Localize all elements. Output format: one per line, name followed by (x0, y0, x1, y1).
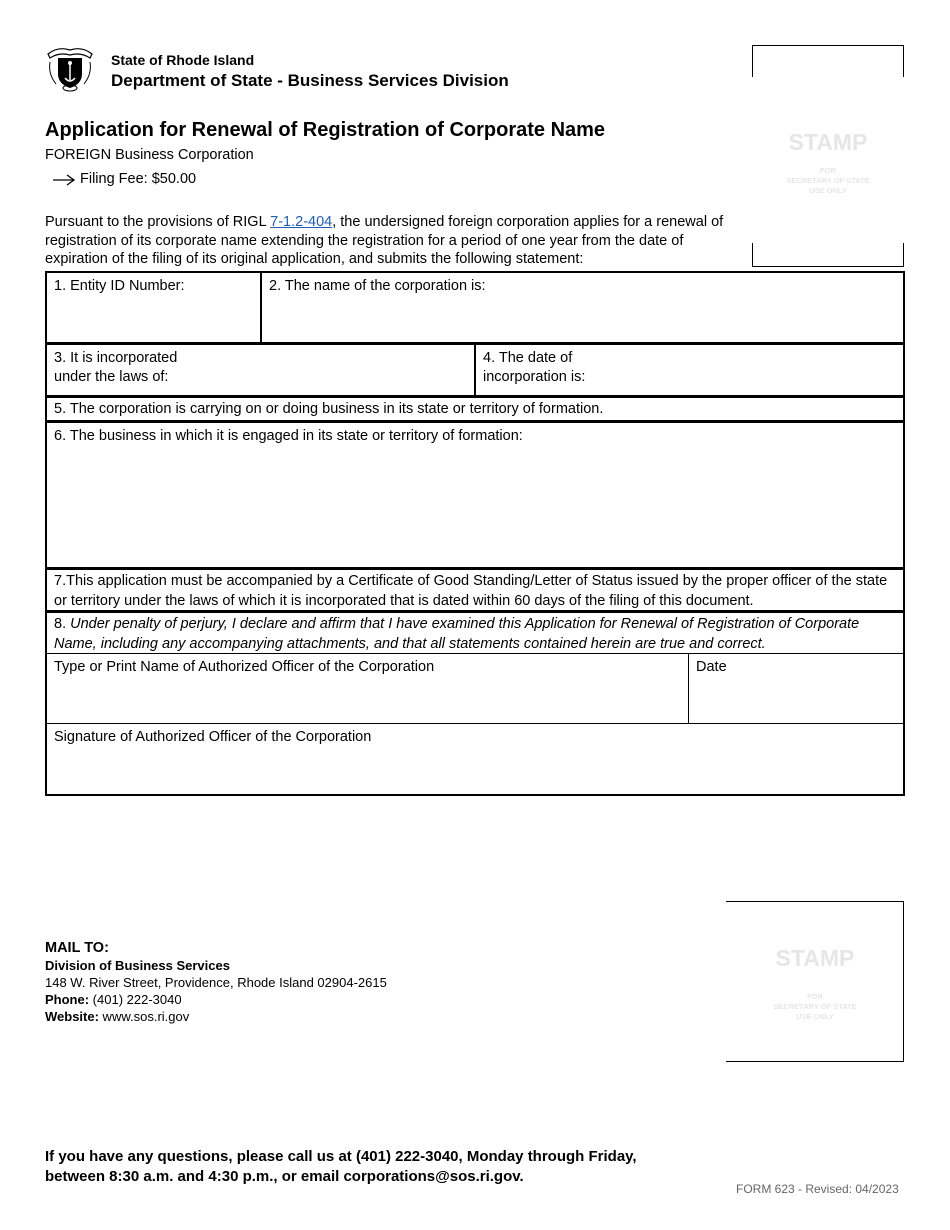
entity-id-label: 1. Entity ID Number: (54, 278, 185, 294)
form-number: FORM 623 - Revised: 04/2023 (736, 1182, 899, 1196)
carrying-on-text: 5. The corporation is carrying on or doing business in its state or territory of formation. (54, 401, 604, 417)
phone-value: (401) 222-3040 (89, 992, 182, 1007)
incorporation-date-field[interactable] (476, 345, 903, 395)
business-description-field[interactable] (47, 423, 903, 567)
date-label: Date (696, 659, 727, 675)
mail-heading: MAIL TO: (45, 940, 109, 956)
mail-website (45, 1008, 387, 1025)
carrying-on-statement (47, 398, 903, 420)
rigl-link[interactable]: 7-1.2-404 (270, 214, 333, 230)
signature-field[interactable] (47, 724, 903, 794)
stamp-note-2: SECRETARY OF STATE (786, 176, 870, 185)
perjury-number: 8. (54, 616, 71, 632)
form-subtitle: FOREIGN Business Corporation (45, 147, 254, 163)
certificate-text: 7.This application must be accompanied by a Certificate of Good Standing/Letter of Status issued by the proper officer of the state or territory under the laws of which it is incorporated that is dated within 60 days of the filing of this document. (54, 573, 888, 609)
application-form (45, 271, 905, 796)
stamp-note-1: FOR (820, 166, 836, 175)
officer-name-label: Type or Print Name of Authorized Officer of the Corporation (54, 659, 435, 675)
department-name: Department of State - Business Services Division (111, 71, 509, 90)
mail-division: Division of Business Services (45, 958, 230, 973)
business-description-label: 6. The business in which it is engaged in its state or territory of formation: (54, 428, 523, 444)
website-label: Website: (45, 1009, 99, 1024)
questions-line-2: between 8:30 a.m. and 4:30 p.m., or email corporations@sos.ri.gov. (45, 1167, 524, 1185)
perjury-text: Under penalty of perjury, I declare and affirm that I have examined this Application for Renewal of Registration of Corporate Name, including any accompanying attachments, and that all statements contained herein are true and correct. (54, 616, 860, 652)
intro-paragraph (45, 213, 745, 269)
state-seal-icon (44, 44, 96, 92)
arrow-right-icon (52, 172, 76, 186)
stamp-note-1: FOR (807, 992, 823, 1001)
questions-line-1: If you have any questions, please call us at (401) 222-3040, Monday through Friday, (45, 1148, 637, 1165)
signature-label: Signature of Authorized Officer of the Corporation (54, 729, 372, 745)
mail-to-section (45, 940, 387, 1025)
certificate-requirement (47, 570, 903, 610)
filing-fee-text: Filing Fee: $50.00 (80, 171, 197, 187)
corporation-name-label: 2. The name of the corporation is: (269, 278, 486, 294)
perjury-statement (47, 613, 903, 653)
stamp-label: STAMP (788, 129, 868, 155)
filing-fee (52, 171, 196, 187)
incorporated-label-1: 3. It is incorporated (54, 350, 178, 366)
stamp-label: STAMP (775, 945, 855, 971)
state-name: State of Rhode Island (111, 52, 255, 68)
form-title: Application for Renewal of Registration of Corporate Name (45, 119, 606, 141)
incorporated-label-2: under the laws of: (54, 368, 169, 385)
incorporation-date-label-2: incorporation is: (483, 368, 586, 385)
stamp-note-3: USE ONLY (809, 186, 847, 195)
stamp-note-2: SECRETARY OF STATE (773, 1002, 857, 1011)
questions-note (45, 1147, 637, 1186)
entity-id-field[interactable] (47, 273, 260, 342)
phone-label: Phone: (45, 992, 90, 1007)
intro-text-after: , the undersigned foreign corporation applies for a renewal of registration of its corporate name extending the registration for a period of one year from the date of expiration of the filing of its original application, and submits the following statement: (45, 214, 724, 267)
officer-name-field[interactable] (47, 654, 688, 723)
mail-phone (45, 991, 387, 1008)
mail-address: 148 W. River Street, Providence, Rhode Island 02904-2615 (45, 975, 387, 990)
stamp-note-3: USE ONLY (796, 1012, 834, 1021)
corporation-name-field[interactable] (262, 273, 903, 342)
date-field[interactable] (689, 654, 903, 723)
incorporation-date-label-1: 4. The date of (483, 350, 573, 366)
stamp-box-top (752, 45, 904, 267)
stamp-box-bottom (726, 901, 904, 1062)
incorporated-laws-field[interactable] (47, 345, 474, 395)
website-value: www.sos.ri.gov (98, 1009, 190, 1024)
intro-text-before: Pursuant to the provisions of RIGL (45, 214, 271, 230)
